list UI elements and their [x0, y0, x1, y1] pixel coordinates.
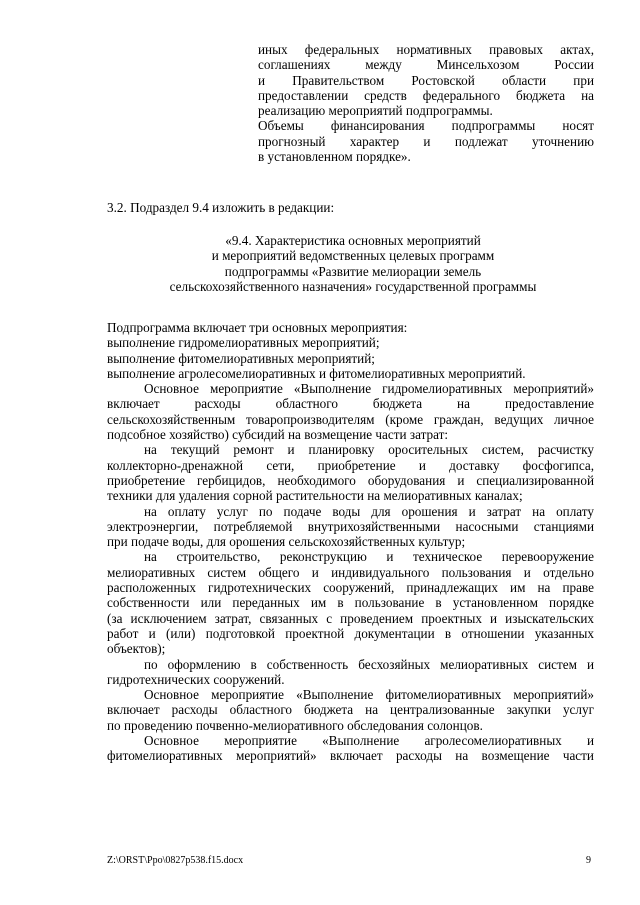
- text-line: выполнение агролесомелиоративных и фитомелиоративных мероприятий.: [107, 365, 526, 381]
- text-line: и Правительством Ростовской области при: [258, 72, 594, 88]
- text-line: гидротехнических сооружений.: [107, 671, 285, 687]
- heading-line: подпрограммы «Развитие мелиорации земель: [224, 263, 482, 279]
- text-line: (за исключением затрат, связанных с проведением проектных и изыскательских: [107, 610, 594, 626]
- text-line: реализацию мероприятий подпрограммы.: [258, 103, 493, 119]
- text-line: включает расходы областного бюджета на централизованные закупки услуг: [107, 702, 594, 718]
- section-heading: [110, 233, 596, 294]
- text-line: Объемы финансирования подпрограммы носят: [258, 118, 594, 134]
- text-line: подсобное хозяйство) субсидий на возмещение части затрат:: [107, 427, 449, 443]
- text-line: коллекторно-дренажной сети, приобретение и доставку фосфогипса,: [107, 457, 594, 473]
- text-line: предоставлении средств федерального бюджета на: [258, 87, 594, 103]
- text-line: техники для удаления сорной растительности на мелиоративных каналах;: [107, 488, 523, 504]
- text-line: Подпрограмма включает три основных мероприятия:: [107, 320, 408, 335]
- text-line: выполнение фитомелиоративных мероприятий;: [107, 350, 375, 366]
- text-line: объектов);: [107, 641, 166, 657]
- text-line: фитомелиоративных мероприятий» включает расходы на возмещение части: [107, 748, 594, 764]
- heading-line: и мероприятий ведомственных целевых программ: [211, 248, 495, 264]
- text-line: Основное мероприятие «Выполнение гидромелиоративных мероприятий»: [144, 381, 594, 397]
- text-line: Основное мероприятие «Выполнение агролесомелиоративных и: [144, 733, 594, 749]
- text-line: иных федеральных нормативных правовых актах,: [258, 42, 594, 57]
- text-line: работ и (или) подготовкой проектной документации в отношении указанных: [107, 625, 594, 641]
- text-line: на текущий ремонт и планировку оросительных систем, расчистку: [144, 442, 594, 458]
- body-text: [107, 320, 594, 764]
- text-line: мелиоративных систем общего и индивидуального пользования и отдельно: [107, 564, 594, 580]
- item-3-2: 3.2. Подраздел 9.4 изложить в редакции:: [107, 200, 335, 215]
- text-line: расположенных гидротехнических сооружений, принадлежащих им на праве: [107, 580, 594, 596]
- text-line: при подаче воды, для орошения сельскохозяйственных культур;: [107, 534, 466, 550]
- text-line: на оплату услуг по подаче воды для орошения и затрат на оплату: [144, 503, 594, 519]
- text-line: выполнение гидромелиоративных мероприятий;: [107, 335, 380, 351]
- text-line: соглашениях между Минсельхозом России: [258, 57, 594, 73]
- text-line: по оформлению в собственность бесхозяйных мелиоративных систем и: [144, 656, 594, 672]
- text-line: по проведению почвенно-мелиоративного обследования солонцов.: [107, 717, 483, 733]
- text-line: электроэнергии, потребляемой внутрихозяйственными насосными станциями: [107, 518, 594, 534]
- text-line: Основное мероприятие «Выполнение фитомелиоративных мероприятий»: [144, 687, 594, 703]
- text-line: прогнозный характер и подлежат уточнению: [258, 133, 594, 149]
- heading-line: «9.4. Характеристика основных мероприятий: [225, 233, 481, 248]
- quoted-paragraph: [258, 42, 594, 164]
- page-number: 9: [586, 855, 591, 866]
- text-line: приобретение гербицидов, необходимого оборудования и специализированной: [107, 472, 594, 488]
- text-line: сельскохозяйственным товаропроизводителям (кроме граждан, ведущих личное: [107, 411, 594, 427]
- text-line: на строительство, реконструкцию и техническое перевооружение: [144, 549, 594, 565]
- footer-file-path: Z:\ORST\Ppo\0827p538.f15.docx: [107, 855, 244, 866]
- text-line: включает расходы областного бюджета на предоставление: [107, 396, 594, 412]
- text-line: собственности или переданных им в пользование в установленном порядке: [107, 595, 594, 611]
- heading-line: сельскохозяйственного назначения» государственной программы: [169, 278, 537, 294]
- text-line: в установленном порядке».: [258, 149, 411, 165]
